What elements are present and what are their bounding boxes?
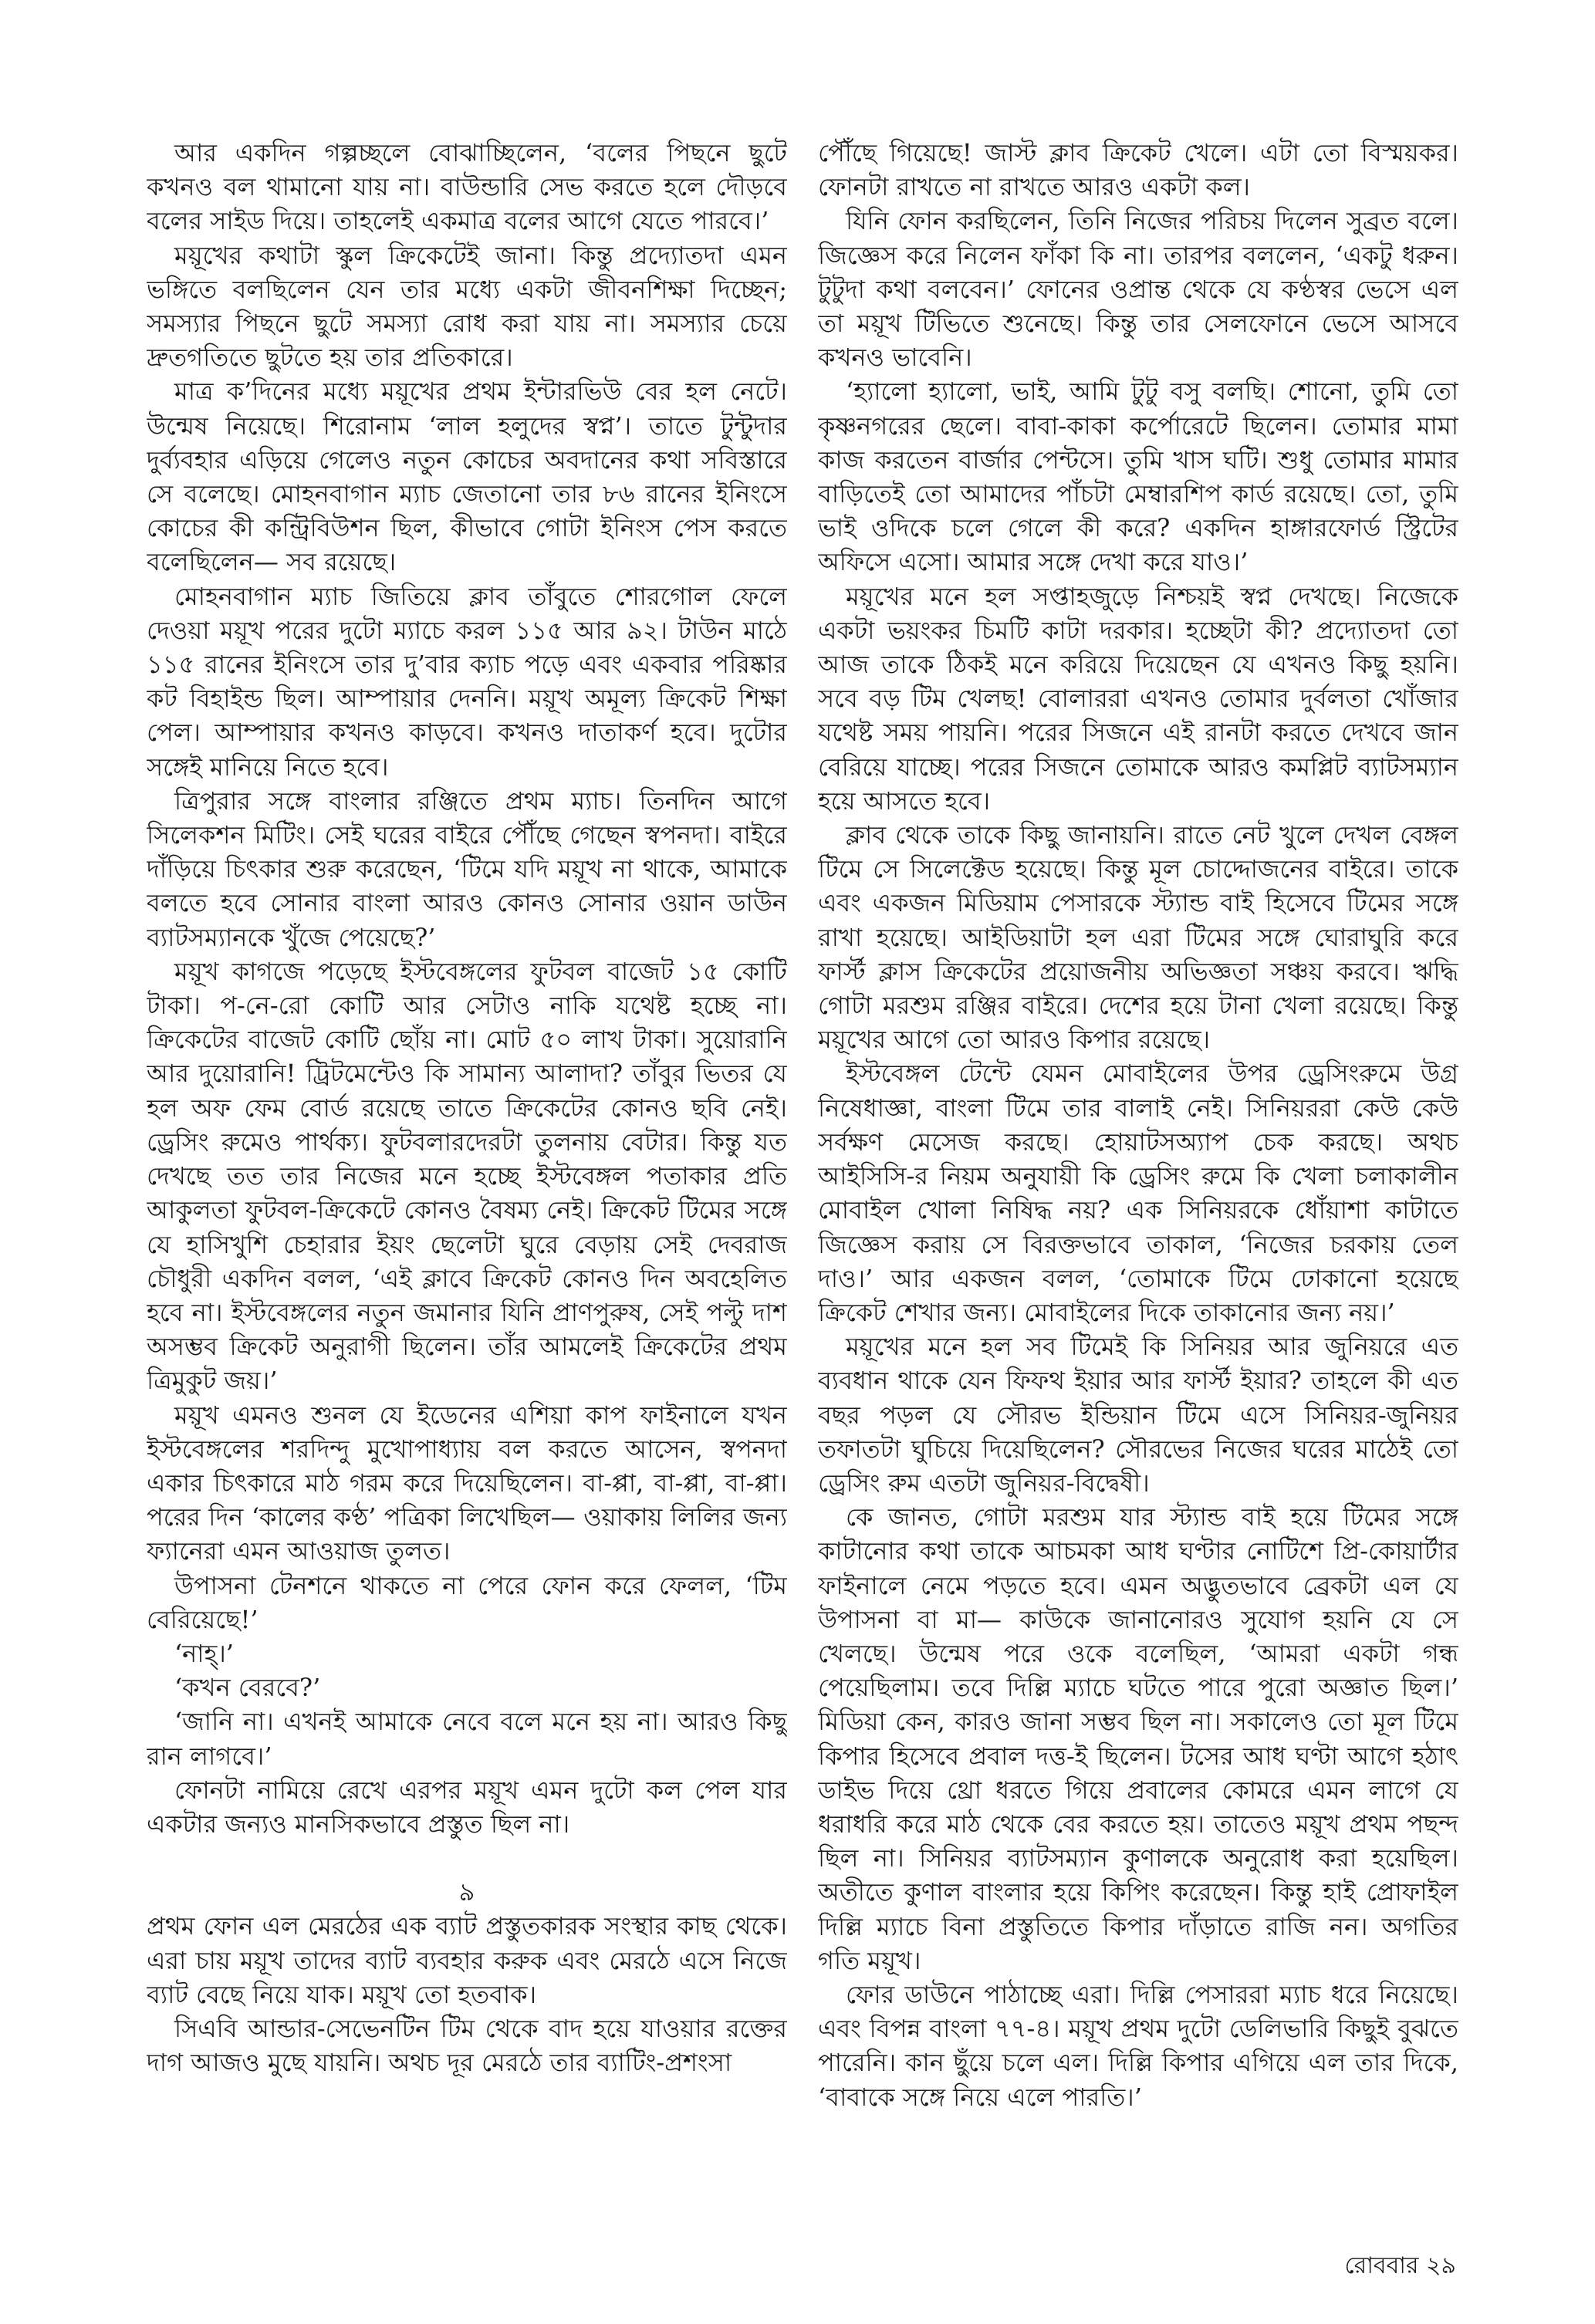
paragraph: সিএবি আন্ডার-সেভেনটিন টিম থেকে বাদ হয়ে যাওয়ার রক্তের দাগ আজও মুছে যায়নি। অথচ দূর মেরঠে তার ব্যাটিং-প্রশংসা xyxy=(147,2013,787,2078)
paragraph: পৌঁছে গিয়েছে! জাস্ট ক্লাব ক্রিকেট খেলে। এটা তো বিস্ময়কর। ফোনটা রাখতে না রাখতে আরও একটা কল। xyxy=(818,138,1458,202)
paragraph: ময়ূখ এমনও শুনল যে ইডেনের এশিয়া কাপ ফাইনালে যখন ইস্টবেঙ্গলের শরদিন্দু মুখোপাধ্যায় বল করতে আসেন, স্বপনদা একার চিৎকারে মাঠ গরম করে দিয়েছিলেন। বা-প্পা, বা-প্পা, বা-প্পা। পরের দিন ‘কালের কণ্ঠ’ পত্রিকা লিখেছিল— ওয়াকায় লিলির জন্য ফ্যানেরা এমন আওয়াজ তুলত। xyxy=(147,1400,787,1566)
paragraph: ত্রিপুরার সঙ্গে বাংলার রঞ্জিতে প্রথম ম্যাচ। তিনদিন আগে সিলেকশন মিটিং। সেই ঘরের বাইরে পৌঁছে গেছেন স্বপনদা। বাইরে দাঁড়িয়ে চিৎকার শুরু করেছেন, ‘টিমে যদি ময়ূখ না থাকে, আমাকে বলতে হবে সোনার বাংলা আরও কোনও সোনার ওয়ান ডাউন ব্যাটসম্যানকে খুঁজে পেয়েছে?’ xyxy=(147,785,787,952)
paragraph: ‘জানি না। এখনই আমাকে নেবে বলে মনে হয় না। আরও কিছু রান লাগবে।’ xyxy=(147,1707,787,1771)
paragraph: ময়ূখের মনে হল সব টিমেই কি সিনিয়র আর জুনিয়রে এত ব্যবধান থাকে যেন ফিফথ ইয়ার আর ফার্স্ট ইয়ার? তাহলে কী এত বছর পড়ল যে সৌরভ ইন্ডিয়ান টিমে এসে সিনিয়র-জুনিয়র তফাতটা ঘুচিয়ে দিয়েছিলেন? সৌরভের নিজের ঘরের মাঠেই তো ড্রেসিং রুম এতটা জুনিয়র-বিদ্বেষী। xyxy=(818,1332,1458,1498)
paragraph: আর একদিন গল্পচ্ছলে বোঝাচ্ছিলেন, ‘বলের পিছনে ছুটে কখনও বল থামানো যায় না। বাউন্ডারি সেভ করতে হলে দৌড়বে বলের সাইড দিয়ে। তাহলেই একমাত্র বলের আগে যেতে পারবে।’ xyxy=(147,138,787,236)
paragraph: ইস্টবেঙ্গল টেন্টে যেমন মোবাইলের উপর ড্রেসিংরুমে উগ্র নিষেধাজ্ঞা, বাংলা টিমে তার বালাই নেই। সিনিয়ররা কেউ কেউ সর্বক্ষণ মেসেজ করছে। হোয়াটসঅ্যাপ চেক করছে। অথচ আইসিসি-র নিয়ম অনুযায়ী কি ড্রেসিং রুমে কি খেলা চলাকালীন মোবাইল খোলা নিষিদ্ধ নয়? এক সিনিয়রকে ধোঁয়াশা কাটাতে জিজ্ঞেস করায় সে বিরক্তভাবে তাকাল, ‘নিজের চরকায় তেল দাও।’ আর একজন বলল, ‘তোমাকে টিমে ঢোকানো হয়েছে ক্রিকেট শেখার জন্য। মোবাইলের দিকে তাকানোর জন্য নয়।’ xyxy=(818,1059,1458,1327)
paragraph: মাত্র ক’দিনের মধ্যে ময়ূখের প্রথম ইন্টারভিউ বের হল নেটে। উন্মেষ নিয়েছে। শিরোনাম ‘লাল হলুদের স্বপ্ন’। তাতে টুন্টুদার দুর্ব্যবহার এড়িয়ে গেলেও নতুন কোচের অবদানের কথা সবিস্তারে সে বলেছে। মোহনবাগান ম্যাচ জেতানো তার ৮৬ রানের ইনিংসে কোচের কী কন্ট্রিবিউশন ছিল, কীভাবে গোটা ইনিংস পেস করতে বলেছিলেন— সব রয়েছে। xyxy=(147,377,787,577)
paragraph: ক্লাব থেকে তাকে কিছু জানায়নি। রাতে নেট খুলে দেখল বেঙ্গল টিমে সে সিলেক্টেড হয়েছে। কিন্তু মূল চোদ্দোজনের বাইরে। তাকে এবং একজন মিডিয়াম পেসারকে স্ট্যান্ড বাই হিসেবে টিমের সঙ্গে রাখা হয়েছে। আইডিয়াটা হল এরা টিমের সঙ্গে ঘোরাঘুরি করে ফার্স্ট ক্লাস ক্রিকেটের প্রয়োজনীয় অভিজ্ঞতা সঞ্চয় করবে। ঋদ্ধি গোটা মরশুম রঞ্জির বাইরে। দেশের হয়ে টানা খেলা রয়েছে। কিন্তু ময়ূখের আগে তো আরও কিপার রয়েছে। xyxy=(818,820,1458,1055)
chapter-number: ৯ xyxy=(458,1877,475,1907)
left-column xyxy=(147,136,787,2211)
paragraph: ‘কখন বেরবে?’ xyxy=(174,1673,321,1703)
paragraph: কে জানত, গোটা মরশুম যার স্ট্যান্ড বাই হয়ে টিমের সঙ্গে কাটানোর কথা তাকে আচমকা আধ ঘণ্টার নোটিশে প্রি-কোয়ার্টার ফাইনালে নেমে পড়তে হবে। এমন অদ্ভুতভাবে ব্রেকটা এল যে উপাসনা বা মা— কাউকে জানানোরও সুযোগ হয়নি যে সে খেলছে। উন্মেষ পরে ওকে বলেছিল, ‘আমরা একটা গন্ধ পেয়েছিলাম। তবে দিল্লি ম্যাচে ঘটতে পারে পুরো অজ্ঞাত ছিল।’ মিডিয়া কেন, কারও জানা সম্ভব ছিল না। সকালেও তো মূল টিমে কিপার হিসেবে প্রবাল দত্ত-ই ছিলেন। টসের আধ ঘণ্টা আগে হঠাৎ ডাইভ দিয়ে থ্রো ধরতে গিয়ে প্রবালের কোমরে এমন লাগে যে ধরাধরি করে মাঠ থেকে বের করতে হয়। তাতেও ময়ূখ প্রথম পছন্দ ছিল না। সিনিয়র ব্যাটসম্যান কুণালকে অনুরোধ করা হয়েছিল। অতীতে কুণাল বাংলার হয়ে কিপিং করেছেন। কিন্তু হাই প্রোফাইল দিল্লি ম্যাচে বিনা প্রস্তুতিতে কিপার দাঁড়াতে রাজি নন। অগতির গতি ময়ূখ। xyxy=(818,1502,1458,1975)
paragraph: ময়ূখের কথাটা স্কুল ক্রিকেটেই জানা। কিন্তু প্রদ্যোতদা এমন ভঙ্গিতে বলছিলেন যেন তার মধ্যে একটা জীবনশিক্ষা দিচ্ছেন; সমস্যার পিছনে ছুটে সমস্যা রোধ করা যায় না। সমস্যার চেয়ে দ্রুতগতিতে ছুটতে হয় তার প্রতিকারে। xyxy=(147,240,787,373)
paragraph: ময়ূখের মনে হল সপ্তাহজুড়ে নিশ্চয়ই স্বপ্ন দেখছে। নিজেকে একটা ভয়ংকর চিমটি কাটা দরকার। হচ্ছেটা কী? প্রদ্যোতদা তো আজ তাকে ঠিকই মনে করিয়ে দিয়েছেন যে এখনও কিছু হয়নি। সবে বড় টিম খেলছ! বোলাররা এখনও তোমার দুর্বলতা খোঁজার যথেষ্ট সময় পায়নি। পরের সিজনে এই রানটা করতে দেখবে জান বেরিয়ে যাচ্ছে। পরের সিজনে তোমাকে আরও কমপ্লিট ব্যাটসম্যান হয়ে আসতে হবে। xyxy=(818,581,1458,816)
paragraph: প্রথম ফোন এল মেরঠের এক ব্যাট প্রস্তুতকারক সংস্থার কাছ থেকে। এরা চায় ময়ূখ তাদের ব্যাট ব্যবহার করুক এবং মেরঠে এসে নিজে ব্যাট বেছে নিয়ে যাক। ময়ূখ তো হতবাক। xyxy=(147,1911,787,2009)
paragraph: ‘হ্যালো হ্যালো, ভাই, আমি টুটু বসু বলছি। শোনো, তুমি তো কৃষ্ণনগরের ছেলে। বাবা-কাকা কর্পোরেটে ছিলেন। তোমার মামা কাজ করতেন বার্জার পেন্টসে। তুমি খাস ঘটি। শুধু তোমার মামার বাড়িতেই তো আমাদের পাঁচটা মেম্বারশিপ কার্ড রয়েছে। তো, তুমি ভাই ওদিকে চলে গেলে কী করে? একদিন হাঙ্গারফোর্ড স্ট্রিটের অফিসে এসো। আমার সঙ্গে দেখা করে যাও।’ xyxy=(818,377,1458,577)
paragraph: ফোর ডাউনে পাঠাচ্ছে এরা। দিল্লি পেসাররা ম্যাচ ধরে নিয়েছে। এবং বিপন্ন বাংলা ৭৭-৪। ময়ূখ প্রথম দুটো ডেলিভারি কিছুই বুঝতে পারেনি। কান ছুঁয়ে চলে এল। দিল্লি কিপার এগিয়ে এল তার দিকে, ‘বাবাকে সঙ্গে নিয়ে এলে পারতি।’ xyxy=(818,1979,1458,2112)
right-column xyxy=(818,136,1458,2211)
paragraph: ‘নাহ্।’ xyxy=(174,1638,234,1668)
paragraph: ফোনটা নামিয়ে রেখে এরপর ময়ূখ এমন দুটো কল পেল যার একটার জন্যও মানসিকভাবে প্রস্তুত ছিল না। xyxy=(147,1775,787,1839)
paragraph: মোহনবাগান ম্যাচ জিতিয়ে ক্লাব তাঁবুতে শোরগোল ফেলে দেওয়া ময়ূখ পরের দুটো ম্যাচে করল ১১৫ আর ৯২। টাউন মাঠে ১১৫ রানের ইনিংসে তার দু’বার ক্যাচ পড়ে এবং একবার পরিষ্কার কট বিহাইন্ড ছিল। আম্পায়ার দেননি। ময়ূখ অমূল্য ক্রিকেট শিক্ষা পেল। আম্পায়ার কখনও কাড়বে। কখনও দাতাকর্ণ হবে। দুটোর সঙ্গেই মানিয়ে নিতে হবে। xyxy=(147,581,787,782)
paragraph: উপাসনা টেনশনে থাকতে না পেরে ফোন করে ফেলল, ‘টিম বেরিয়েছে!’ xyxy=(147,1570,787,1634)
paragraph: যিনি ফোন করছিলেন, তিনি নিজের পরিচয় দিলেন সুব্রত বলে। জিজ্ঞেস করে নিলেন ফাঁকা কি না। তারপর বললেন, ‘একটু ধরুন। টুটুদা কথা বলবেন।’ ফোনের ওপ্রান্ত থেকে যে কণ্ঠস্বর ভেসে এল তা ময়ূখ টিভিতে শুনেছে। কিন্তু তার সেলফোনে ভেসে আসবে কখনও ভাবেনি। xyxy=(818,206,1458,373)
paragraph: ময়ূখ কাগজে পড়েছে ইস্টবেঙ্গলের ফুটবল বাজেট ১৫ কোটি টাকা। প-নে-রো কোটি আর সেটাও নাকি যথেষ্ট হচ্ছে না। ক্রিকেটের বাজেট কোটি ছোঁয় না। মোট ৫০ লাখ টাকা। সুয়োরানি আর দুয়োরানি! ট্রিটমেন্টেও কি সামান্য আলাদা? তাঁবুর ভিতর যে হল অফ ফেম বোর্ড রয়েছে তাতে ক্রিকেটের কোনও ছবি নেই। ড্রেসিং রুমেও পার্থক্য। ফুটবলারদেরটা তুলনায় বেটার। কিন্তু যত দেখছে তত তার নিজের মনে হচ্ছে ইস্টবেঙ্গল পতাকার প্রতি আকুলতা ফুটবল-ক্রিকেটে কোনও বৈষম্য নেই। ক্রিকেট টিমের সঙ্গে যে হাসিখুশি চেহারার ইয়ং ছেলেটা ঘুরে বেড়ায় সেই দেবরাজ চৌধুরী একদিন বলল, ‘এই ক্লাবে ক্রিকেট কোনও দিন অবহেলিত হবে না। ইস্টবেঙ্গলের নতুন জমানার যিনি প্রাণপুরুষ, সেই পল্টু দাশ অসম্ভব ক্রিকেট অনুরাগী ছিলেন। তাঁর আমলেই ক্রিকেটের প্রথম ত্রিমুকুট জয়।’ xyxy=(147,956,787,1396)
page-footer: রোববার ২৯ xyxy=(1344,2252,1456,2279)
